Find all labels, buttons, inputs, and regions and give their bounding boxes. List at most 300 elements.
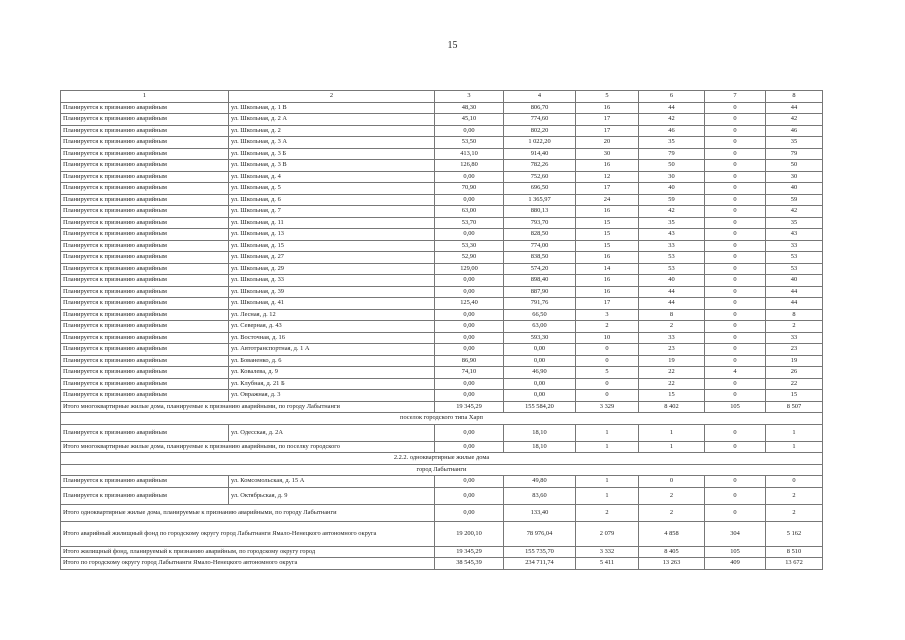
total-value: 3 329 [576,401,639,413]
area-cell: 63,00 [435,206,504,218]
residents-cell: 50 [639,160,705,172]
extra-cell: 0 [705,355,766,367]
page-number: 15 [447,40,458,51]
table-row [61,240,823,252]
total-area-cell: 802,20 [504,125,576,137]
extra-cell: 0 [705,286,766,298]
residents-cell: 33 [639,332,705,344]
status-cell: Планируется к признанию аварийным [61,367,229,379]
address-cell: ул. Школьная, д. 33 [229,275,435,287]
total-value: 8 510 [766,546,823,558]
total-value: 38 545,39 [435,558,504,570]
address-cell: ул. Северная, д. 43 [229,321,435,333]
address-cell: ул. Школьная, д. 3 В [229,160,435,172]
table-row [61,229,823,241]
extra-cell: 0 [705,125,766,137]
table-row [61,309,823,321]
area-cell: 0,00 [435,286,504,298]
address-cell: ул. Школьная, д. 41 [229,298,435,310]
status-cell: Планируется к признанию аварийным [61,229,229,241]
extra-cell: 0 [705,206,766,218]
table-row [61,298,823,310]
total-value: 5 162 [766,521,823,546]
table-row [61,378,823,390]
table-row [61,217,823,229]
count-cell: 24 [576,194,639,206]
total-residents-cell: 44 [766,286,823,298]
total-value: 19 345,29 [435,546,504,558]
total-area-cell: 898,40 [504,275,576,287]
area-cell: 0,00 [435,344,504,356]
extra-cell: 0 [705,160,766,172]
residents-cell: 53 [639,252,705,264]
area-cell: 125,40 [435,298,504,310]
total-area-cell: 1 022,20 [504,137,576,149]
total-row [61,521,823,546]
table-row [61,252,823,264]
residents-cell: 53 [639,263,705,275]
total-residents-cell: 42 [766,114,823,126]
total-value: 78 976,04 [504,521,576,546]
total-value: 133,40 [504,504,576,521]
count-cell: 3 [576,309,639,321]
total-label: Итого многоквартирные жилые дома, планируемые к признанию аварийными, по городу Лабытнанги [61,401,435,413]
area-cell: 45,10 [435,114,504,126]
extra-cell: 0 [705,148,766,160]
count-cell: 1 [576,476,639,488]
residents-cell: 44 [639,286,705,298]
total-residents-cell: 59 [766,194,823,206]
total-residents-cell: 30 [766,171,823,183]
total-residents-cell: 23 [766,344,823,356]
count-cell: 0 [576,378,639,390]
status-cell: Планируется к признанию аварийным [61,114,229,126]
status-cell: Планируется к признанию аварийным [61,148,229,160]
column-number: 3 [435,91,504,103]
table-row [61,160,823,172]
status-cell: Планируется к признанию аварийным [61,206,229,218]
total-area-cell: 83,60 [504,487,576,504]
address-cell: ул. Школьная, д. 27 [229,252,435,264]
total-residents-cell: 22 [766,378,823,390]
extra-cell: 0 [705,487,766,504]
status-cell: Планируется к признанию аварийным [61,252,229,264]
total-residents-cell: 2 [766,321,823,333]
table-row [61,263,823,275]
total-residents-cell: 46 [766,125,823,137]
residents-cell: 30 [639,171,705,183]
section-heading: 2.2.2. одноквартирные жилые дома [61,453,823,465]
address-cell: ул. Школьная, д. 7 [229,206,435,218]
address-cell: ул. Клубная, д. 21 Б [229,378,435,390]
total-value: 2 079 [576,521,639,546]
residents-cell: 42 [639,114,705,126]
residents-cell: 22 [639,378,705,390]
housing-register-table [60,90,823,570]
status-cell: Планируется к признанию аварийным [61,344,229,356]
total-area-cell: 828,50 [504,229,576,241]
extra-cell: 0 [705,263,766,275]
count-cell: 2 [576,321,639,333]
section-heading: поселок городского типа Харп [61,413,823,425]
address-cell: ул. Овражная, д. 3 [229,390,435,402]
area-cell: 48,30 [435,102,504,114]
total-area-cell: 63,00 [504,321,576,333]
status-cell: Планируется к признанию аварийным [61,298,229,310]
area-cell: 0,00 [435,309,504,321]
residents-cell: 8 [639,309,705,321]
count-cell: 15 [576,240,639,252]
residents-cell: 79 [639,148,705,160]
status-cell: Планируется к признанию аварийным [61,194,229,206]
table-row [61,171,823,183]
total-value: 8 402 [639,401,705,413]
total-value: 3 332 [576,546,639,558]
table-row [61,183,823,195]
total-residents-cell: 2 [766,487,823,504]
total-value: 409 [705,558,766,570]
total-residents-cell: 79 [766,148,823,160]
address-cell: ул. Автотранспортная, д. 1 А [229,344,435,356]
total-value: 0,00 [435,504,504,521]
total-residents-cell: 35 [766,217,823,229]
total-area-cell: 774,00 [504,240,576,252]
residents-cell: 0 [639,476,705,488]
table-row [61,148,823,160]
extra-cell: 0 [705,332,766,344]
area-cell: 0,00 [435,390,504,402]
total-label: Итого аварийный жилищный фонд по городскому округу город Лабытнанги Ямало-Ненецкого автономного округа [61,521,435,546]
table-row [61,355,823,367]
address-cell: ул. Школьная, д. 1 В [229,102,435,114]
area-cell: 413,10 [435,148,504,160]
area-cell: 0,00 [435,275,504,287]
table-row [61,332,823,344]
table-row [61,487,823,504]
status-cell: Планируется к признанию аварийным [61,355,229,367]
table-row [61,114,823,126]
total-value: 0 [705,441,766,453]
total-value: 1 [576,441,639,453]
extra-cell: 0 [705,171,766,183]
address-cell: ул. Школьная, д. 11 [229,217,435,229]
table-row [61,206,823,218]
column-number: 5 [576,91,639,103]
total-residents-cell: 53 [766,252,823,264]
total-value: 13 263 [639,558,705,570]
address-cell: ул. Школьная, д. 3 Б [229,148,435,160]
section-row [61,464,823,476]
residents-cell: 43 [639,229,705,241]
extra-cell: 0 [705,137,766,149]
column-number: 1 [61,91,229,103]
total-area-cell: 593,30 [504,332,576,344]
count-cell: 17 [576,183,639,195]
residents-cell: 40 [639,275,705,287]
total-row [61,558,823,570]
status-cell: Планируется к признанию аварийным [61,137,229,149]
count-cell: 16 [576,252,639,264]
address-cell: ул. Школьная, д. 39 [229,286,435,298]
total-area-cell: 0,00 [504,344,576,356]
residents-cell: 40 [639,183,705,195]
total-residents-cell: 33 [766,332,823,344]
count-cell: 0 [576,355,639,367]
total-area-cell: 887,90 [504,286,576,298]
count-cell: 17 [576,298,639,310]
status-cell: Планируется к признанию аварийным [61,171,229,183]
address-cell: ул. Комсомольская, д. 15 А [229,476,435,488]
total-residents-cell: 33 [766,240,823,252]
total-area-cell: 793,70 [504,217,576,229]
total-residents-cell: 19 [766,355,823,367]
count-cell: 16 [576,102,639,114]
total-value: 1 [639,441,705,453]
residents-cell: 35 [639,137,705,149]
table-row [61,476,823,488]
total-value: 8 507 [766,401,823,413]
status-cell: Планируется к признанию аварийным [61,309,229,321]
table-row [61,424,823,441]
total-area-cell: 791,76 [504,298,576,310]
table-row [61,137,823,149]
extra-cell: 0 [705,378,766,390]
total-area-cell: 782,26 [504,160,576,172]
area-cell: 0,00 [435,378,504,390]
total-value: 4 858 [639,521,705,546]
residents-cell: 44 [639,298,705,310]
total-label: Итого многоквартирные жилые дома, планируемые к признанию аварийными, по поселку городского [61,441,435,453]
total-area-cell: 914,40 [504,148,576,160]
extra-cell: 0 [705,275,766,287]
table-row [61,390,823,402]
status-cell: Планируется к признанию аварийным [61,390,229,402]
extra-cell: 0 [705,298,766,310]
total-value: 2 [639,504,705,521]
total-row [61,441,823,453]
column-number: 4 [504,91,576,103]
total-area-cell: 0,00 [504,355,576,367]
status-cell: Планируется к признанию аварийным [61,125,229,137]
extra-cell: 4 [705,367,766,379]
count-cell: 17 [576,125,639,137]
area-cell: 52,90 [435,252,504,264]
total-area-cell: 574,20 [504,263,576,275]
count-cell: 12 [576,171,639,183]
section-row [61,453,823,465]
total-area-cell: 838,50 [504,252,576,264]
residents-cell: 33 [639,240,705,252]
count-cell: 14 [576,263,639,275]
status-cell: Планируется к признанию аварийным [61,102,229,114]
total-label: Итого одноквартирные жилые дома, планируемые к признанию аварийными, по городу Лабытнанги [61,504,435,521]
total-value: 105 [705,401,766,413]
column-number-row [61,91,823,103]
count-cell: 5 [576,367,639,379]
total-value: 5 411 [576,558,639,570]
address-cell: ул. Школьная, д. 13 [229,229,435,241]
address-cell: ул. Восточная, д. 16 [229,332,435,344]
column-number: 8 [766,91,823,103]
total-label: Итого жилищный фонд, планируемый к признанию аварийным, по городскому округу город [61,546,435,558]
total-value: 19 345,29 [435,401,504,413]
residents-cell: 2 [639,487,705,504]
total-area-cell: 18,10 [504,424,576,441]
area-cell: 0,00 [435,229,504,241]
address-cell: ул. Школьная, д. 15 [229,240,435,252]
total-residents-cell: 0 [766,476,823,488]
count-cell: 16 [576,275,639,287]
area-cell: 0,00 [435,476,504,488]
total-row [61,401,823,413]
total-residents-cell: 53 [766,263,823,275]
table-row [61,367,823,379]
count-cell: 16 [576,206,639,218]
address-cell: ул. Школьная, д. 3 А [229,137,435,149]
address-cell: ул. Школьная, д. 5 [229,183,435,195]
column-number: 2 [229,91,435,103]
area-cell: 129,00 [435,263,504,275]
area-cell: 53,70 [435,217,504,229]
extra-cell: 0 [705,476,766,488]
extra-cell: 0 [705,390,766,402]
table-row [61,275,823,287]
total-area-cell: 774,60 [504,114,576,126]
status-cell: Планируется к признанию аварийным [61,183,229,195]
status-cell: Планируется к признанию аварийным [61,378,229,390]
count-cell: 15 [576,229,639,241]
count-cell: 30 [576,148,639,160]
residents-cell: 19 [639,355,705,367]
address-cell: ул. Школьная, д. 2 А [229,114,435,126]
area-cell: 0,00 [435,194,504,206]
area-cell: 0,00 [435,171,504,183]
total-residents-cell: 15 [766,390,823,402]
total-area-cell: 806,70 [504,102,576,114]
total-residents-cell: 44 [766,102,823,114]
table-body [61,91,823,570]
total-residents-cell: 8 [766,309,823,321]
total-value: 155 584,20 [504,401,576,413]
total-value: 8 405 [639,546,705,558]
table-row [61,125,823,137]
address-cell: ул. Школьная, д. 2 [229,125,435,137]
column-number: 7 [705,91,766,103]
count-cell: 1 [576,487,639,504]
extra-cell: 0 [705,309,766,321]
address-cell: ул. Лесная, д. 12 [229,309,435,321]
table-row [61,194,823,206]
status-cell: Планируется к признанию аварийным [61,286,229,298]
extra-cell: 0 [705,321,766,333]
total-value: 234 711,74 [504,558,576,570]
extra-cell: 0 [705,217,766,229]
address-cell: ул. Школьная, д. 6 [229,194,435,206]
extra-cell: 0 [705,240,766,252]
area-cell: 74,10 [435,367,504,379]
extra-cell: 0 [705,229,766,241]
count-cell: 20 [576,137,639,149]
table-row [61,344,823,356]
count-cell: 10 [576,332,639,344]
total-area-cell: 752,60 [504,171,576,183]
total-value: 1 [766,441,823,453]
extra-cell: 0 [705,252,766,264]
total-value: 304 [705,521,766,546]
residents-cell: 46 [639,125,705,137]
total-value: 0,00 [435,441,504,453]
status-cell: Планируется к признанию аварийным [61,263,229,275]
residents-cell: 59 [639,194,705,206]
total-residents-cell: 44 [766,298,823,310]
residents-cell: 23 [639,344,705,356]
total-label: Итого по городскому округу город Лабытнанги Ямало-Ненецкого автономного округа [61,558,435,570]
address-cell: ул. Школьная, д. 29 [229,263,435,275]
total-area-cell: 0,00 [504,390,576,402]
total-area-cell: 880,13 [504,206,576,218]
total-value: 18,10 [504,441,576,453]
total-row [61,546,823,558]
status-cell: Планируется к признанию аварийным [61,487,229,504]
status-cell: Планируется к признанию аварийным [61,160,229,172]
count-cell: 16 [576,160,639,172]
status-cell: Планируется к признанию аварийным [61,476,229,488]
total-value: 2 [576,504,639,521]
status-cell: Планируется к признанию аварийным [61,424,229,441]
area-cell: 0,00 [435,125,504,137]
total-value: 13 672 [766,558,823,570]
table-row [61,286,823,298]
total-residents-cell: 40 [766,275,823,287]
extra-cell: 0 [705,194,766,206]
count-cell: 0 [576,344,639,356]
area-cell: 53,30 [435,240,504,252]
total-value: 105 [705,546,766,558]
total-value: 0 [705,504,766,521]
count-cell: 15 [576,217,639,229]
total-residents-cell: 50 [766,160,823,172]
total-residents-cell: 42 [766,206,823,218]
total-area-cell: 46,90 [504,367,576,379]
residents-cell: 2 [639,321,705,333]
status-cell: Планируется к признанию аварийным [61,321,229,333]
section-heading: город Лабытнанги [61,464,823,476]
total-residents-cell: 1 [766,424,823,441]
residents-cell: 42 [639,206,705,218]
count-cell: 17 [576,114,639,126]
extra-cell: 0 [705,102,766,114]
total-residents-cell: 43 [766,229,823,241]
total-value: 19 200,10 [435,521,504,546]
area-cell: 0,00 [435,321,504,333]
residents-cell: 1 [639,424,705,441]
status-cell: Планируется к признанию аварийным [61,332,229,344]
table-row [61,102,823,114]
table-row [61,321,823,333]
area-cell: 0,00 [435,332,504,344]
address-cell: ул. Ковалева, д. 9 [229,367,435,379]
total-area-cell: 49,80 [504,476,576,488]
status-cell: Планируется к признанию аварийным [61,240,229,252]
address-cell: ул. Бованенко, д. 6 [229,355,435,367]
extra-cell: 0 [705,183,766,195]
count-cell: 16 [576,286,639,298]
count-cell: 0 [576,390,639,402]
residents-cell: 44 [639,102,705,114]
residents-cell: 22 [639,367,705,379]
total-row [61,504,823,521]
status-cell: Планируется к признанию аварийным [61,275,229,287]
